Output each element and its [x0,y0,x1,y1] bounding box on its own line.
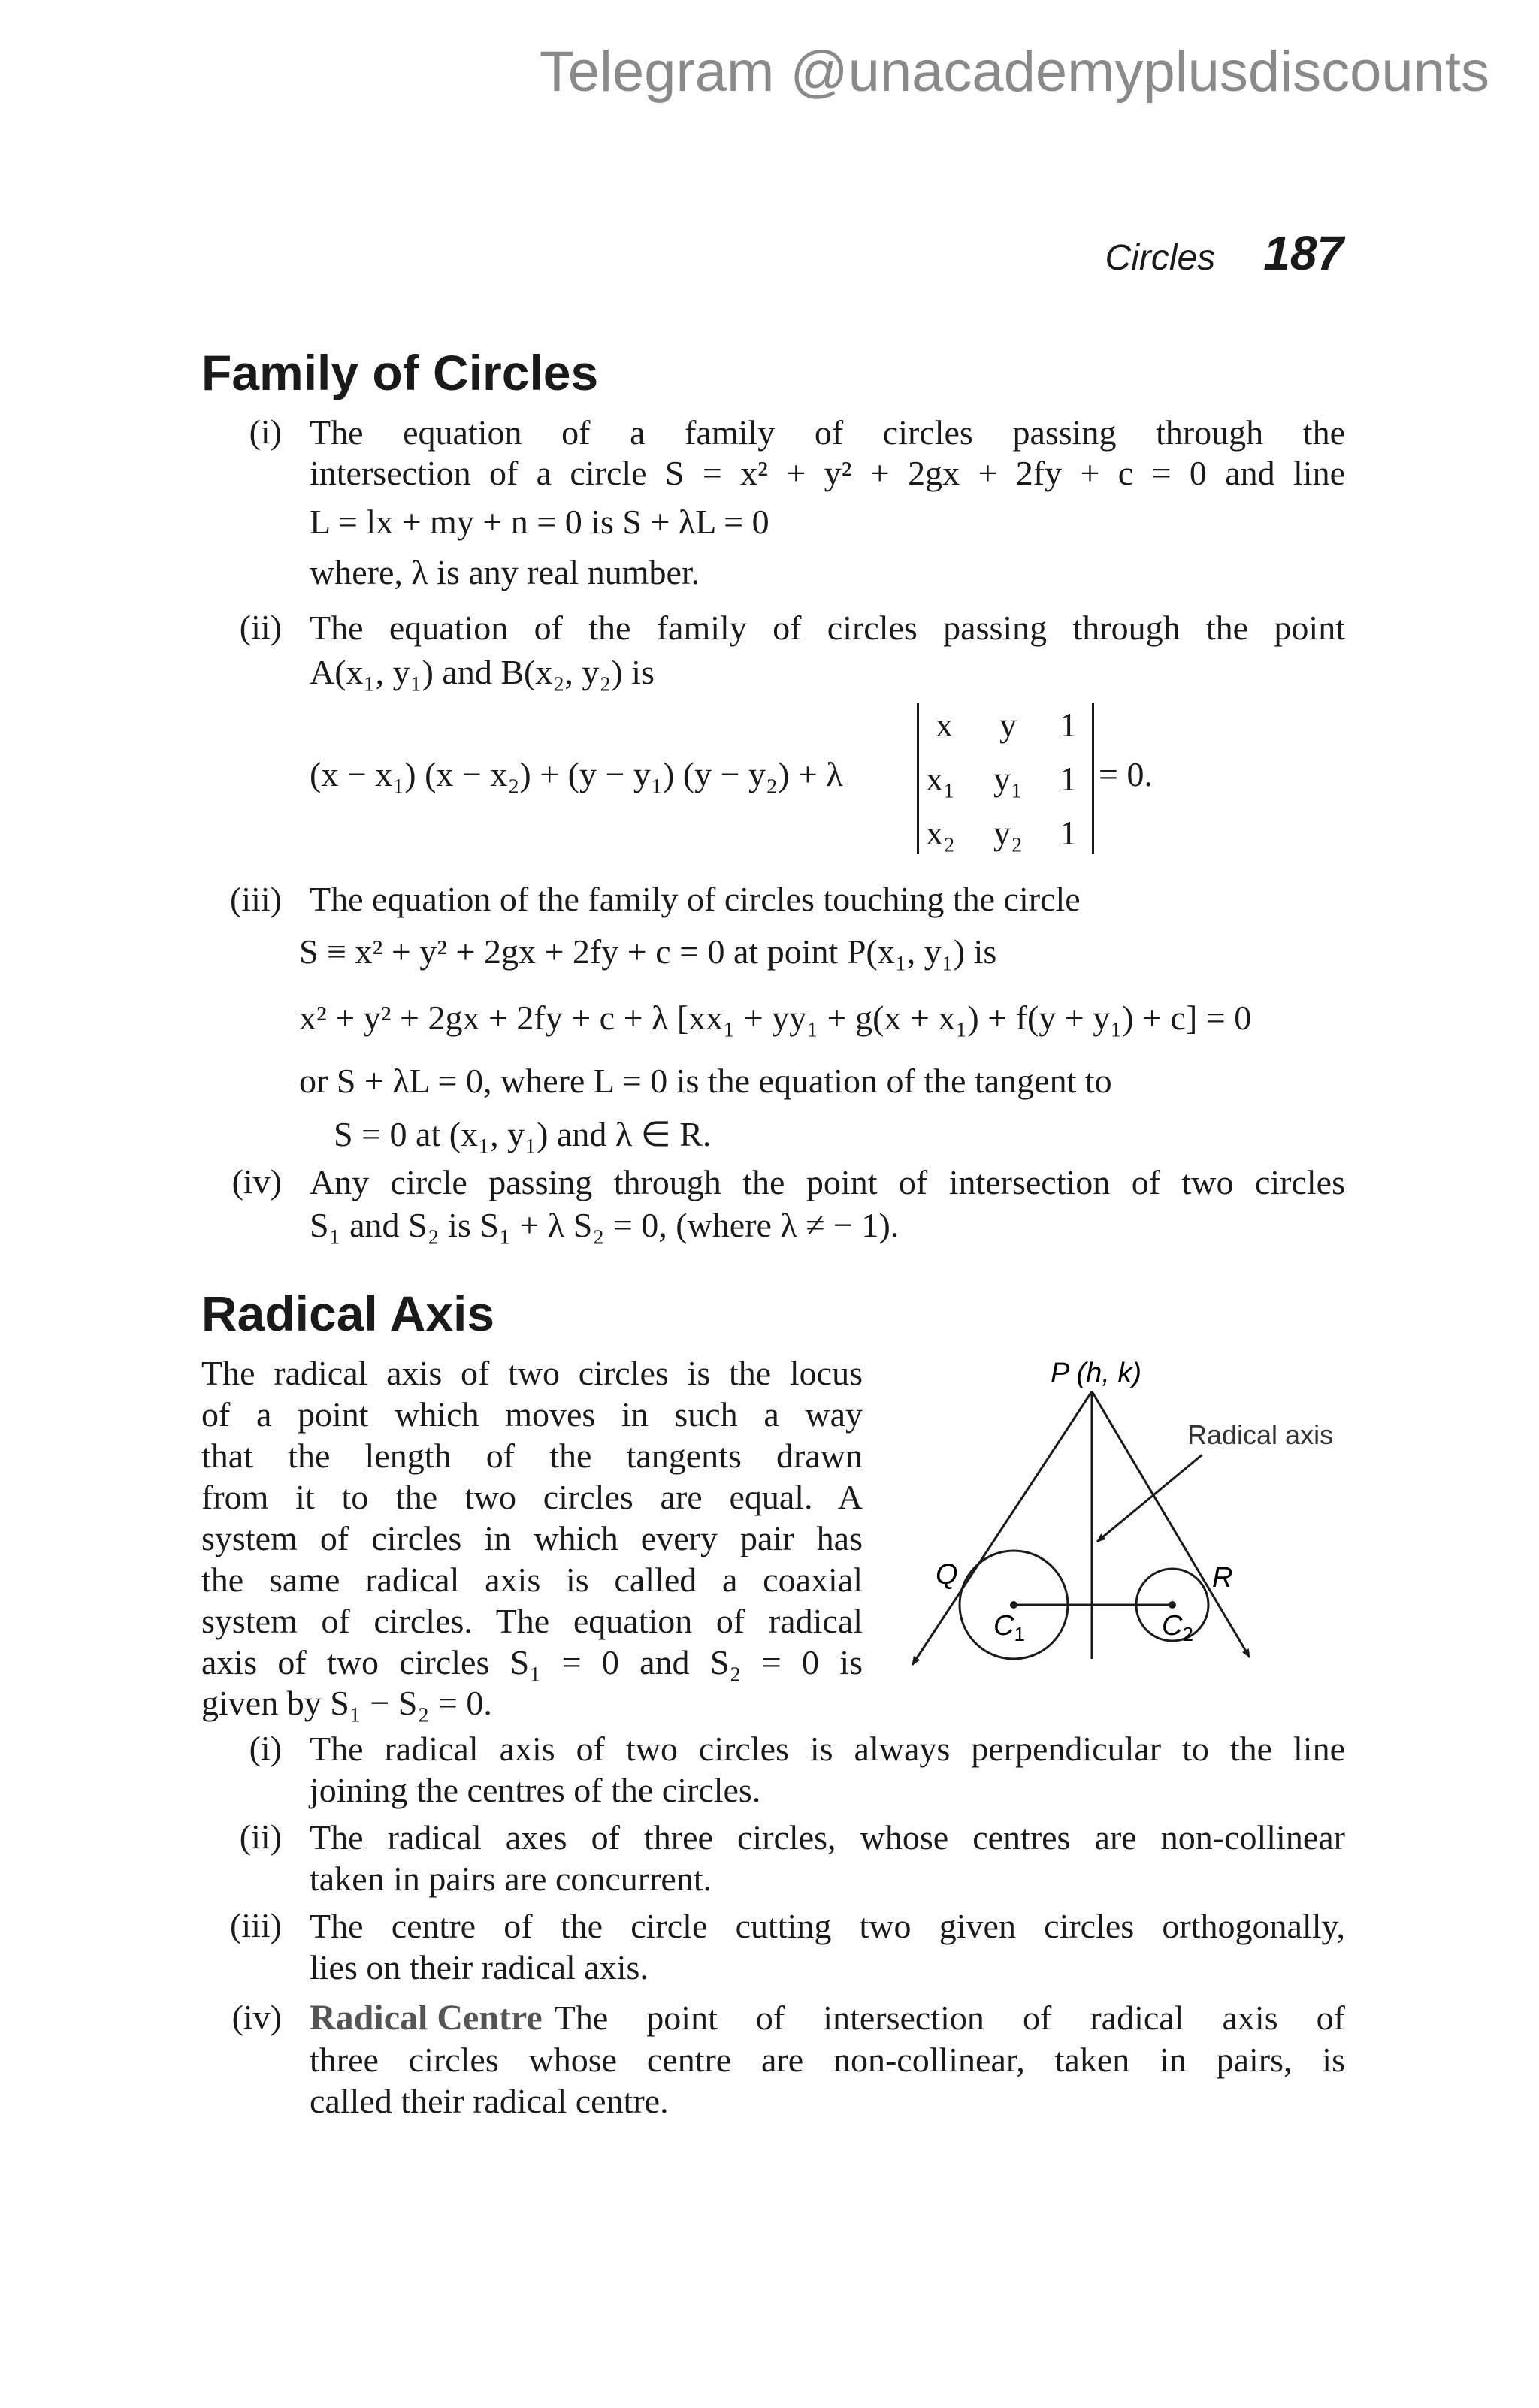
family-i-line2: intersection of a circle S = x² + y² + 2gx + 2fy + c = 0 and line [310,454,1345,492]
det-cell: y₁ [993,760,1023,798]
radical-heading: Radical Axis [201,1286,495,1341]
det-cell: y [999,705,1017,744]
radical-para-line: that the length of the tangents drawn [201,1437,863,1475]
label-c2: $C_2$ [1162,1610,1193,1645]
centre-c1-dot [1010,1601,1017,1609]
radical-item-iv-line1 [310,1997,1345,2038]
running-head [1105,225,1344,281]
watermark: Telegram @unacademyplusdiscounts [539,40,1489,104]
family-ii-expr: (x − x₁) (x − x₂) + (y − y₁) (y − y₂) + λ [310,755,843,793]
label-c1: $C_1$ [993,1610,1025,1645]
family-iii-line2: S ≡ x² + y² + 2gx + 2fy + c = 0 at point P(x₁, y₁) is [299,932,997,971]
radical-item-line: The radical axes of three circles, whose centres are non-collinear [310,1818,1345,1857]
radical-item-line: The centre of the circle cutting two given circles orthogonally, [310,1907,1345,1945]
radical-item-line: The radical axis of two circles is always perpendicular to the line [310,1730,1345,1768]
item-number: (i) [249,412,282,451]
radical-para-line: of a point which moves in such a way [201,1395,863,1434]
item-number: (i) [249,1729,282,1767]
radical-para-line: given by S₁ − S₂ = 0. [201,1684,492,1722]
family-iv-line1: Any circle passing through the point of intersection of two circles [310,1163,1345,1201]
section-title: Circles [1105,238,1216,278]
item-number: (iii) [230,880,282,918]
item-number: (iii) [230,1906,282,1944]
item-number: (ii) [239,608,282,646]
radical-item-line: joining the centres of the circles. [310,1771,761,1809]
family-i-line3: L = lx + my + n = 0 is S + λL = 0 [310,503,770,541]
radical-para-line: system of circles. The equation of radical [201,1602,863,1640]
item-number: (iv) [231,1162,282,1201]
radical-centre-term: Radical Centre [310,1998,543,2038]
family-iii-line5: S = 0 at (x₁, y₁) and λ ∈ R. [334,1115,712,1153]
radical-item-line: The point of intersection of radical axis of [554,1999,1345,2037]
family-iii-line1: The equation of the family of circles touching the circle [310,880,1081,918]
family-ii-line2: A(x₁, y₁) and B(x₂, y₂) is [310,653,655,691]
centre-c2-dot [1169,1601,1176,1609]
radical-item-line: called their radical centre. [310,2082,669,2120]
item-number: (iv) [231,1998,282,2036]
family-i-line1: The equation of a family of circles passing through the [310,413,1345,452]
label-radical-axis: Radical axis [1187,1419,1334,1450]
det-cell: x₁ [926,760,956,798]
family-ii-tail: = 0. [1099,755,1153,793]
radical-item-line: taken in pairs are concurrent. [310,1860,712,1898]
family-heading: Family of Circles [201,345,599,400]
family-iii-line4: or S + λL = 0, where L = 0 is the equation of the tangent to [299,1062,1112,1100]
radical-axis-figure [887,1345,1368,1675]
page-number: 187 [1263,226,1344,280]
radical-para-line: The radical axis of two circles is the locus [201,1354,863,1392]
family-i-line4: where, λ is any real number. [310,553,700,591]
det-cell: y₂ [993,814,1023,852]
radical-para-line: system of circles in which every pair has [201,1519,863,1557]
radical-para-line: axis of two circles S₁ = 0 and S₂ = 0 is [201,1643,863,1681]
family-ii-line1: The equation of the family of circles passing through the point [310,609,1345,647]
radical-item-line: lies on their radical axis. [310,1948,649,1987]
radical-item-line: three circles whose centre are non-collinear, taken in pairs, is [310,2041,1345,2079]
family-iv-line2: S₁ and S₂ is S₁ + λ S₂ = 0, (where λ ≠ − 1). [310,1206,900,1244]
label-q: Q [936,1559,958,1591]
det-cell: 1 [1060,760,1077,798]
radical-axis-pointer [1097,1455,1202,1542]
radical-para-line: the same radical axis is called a coaxial [201,1561,863,1599]
label-r: R [1212,1562,1233,1594]
det-cell: x₂ [926,814,956,852]
family-iii-line3: x² + y² + 2gx + 2fy + c + λ [xx₁ + yy₁ + g(x + x₁) + f(y + y₁) + c] = 0 [299,999,1252,1037]
radical-para-line: from it to the two circles are equal. A [201,1478,863,1516]
item-number: (ii) [239,1817,282,1856]
det-cell: x [936,705,953,744]
det-cell: 1 [1060,705,1077,744]
det-cell: 1 [1060,814,1077,852]
label-p: P (h, k) [1051,1358,1142,1389]
